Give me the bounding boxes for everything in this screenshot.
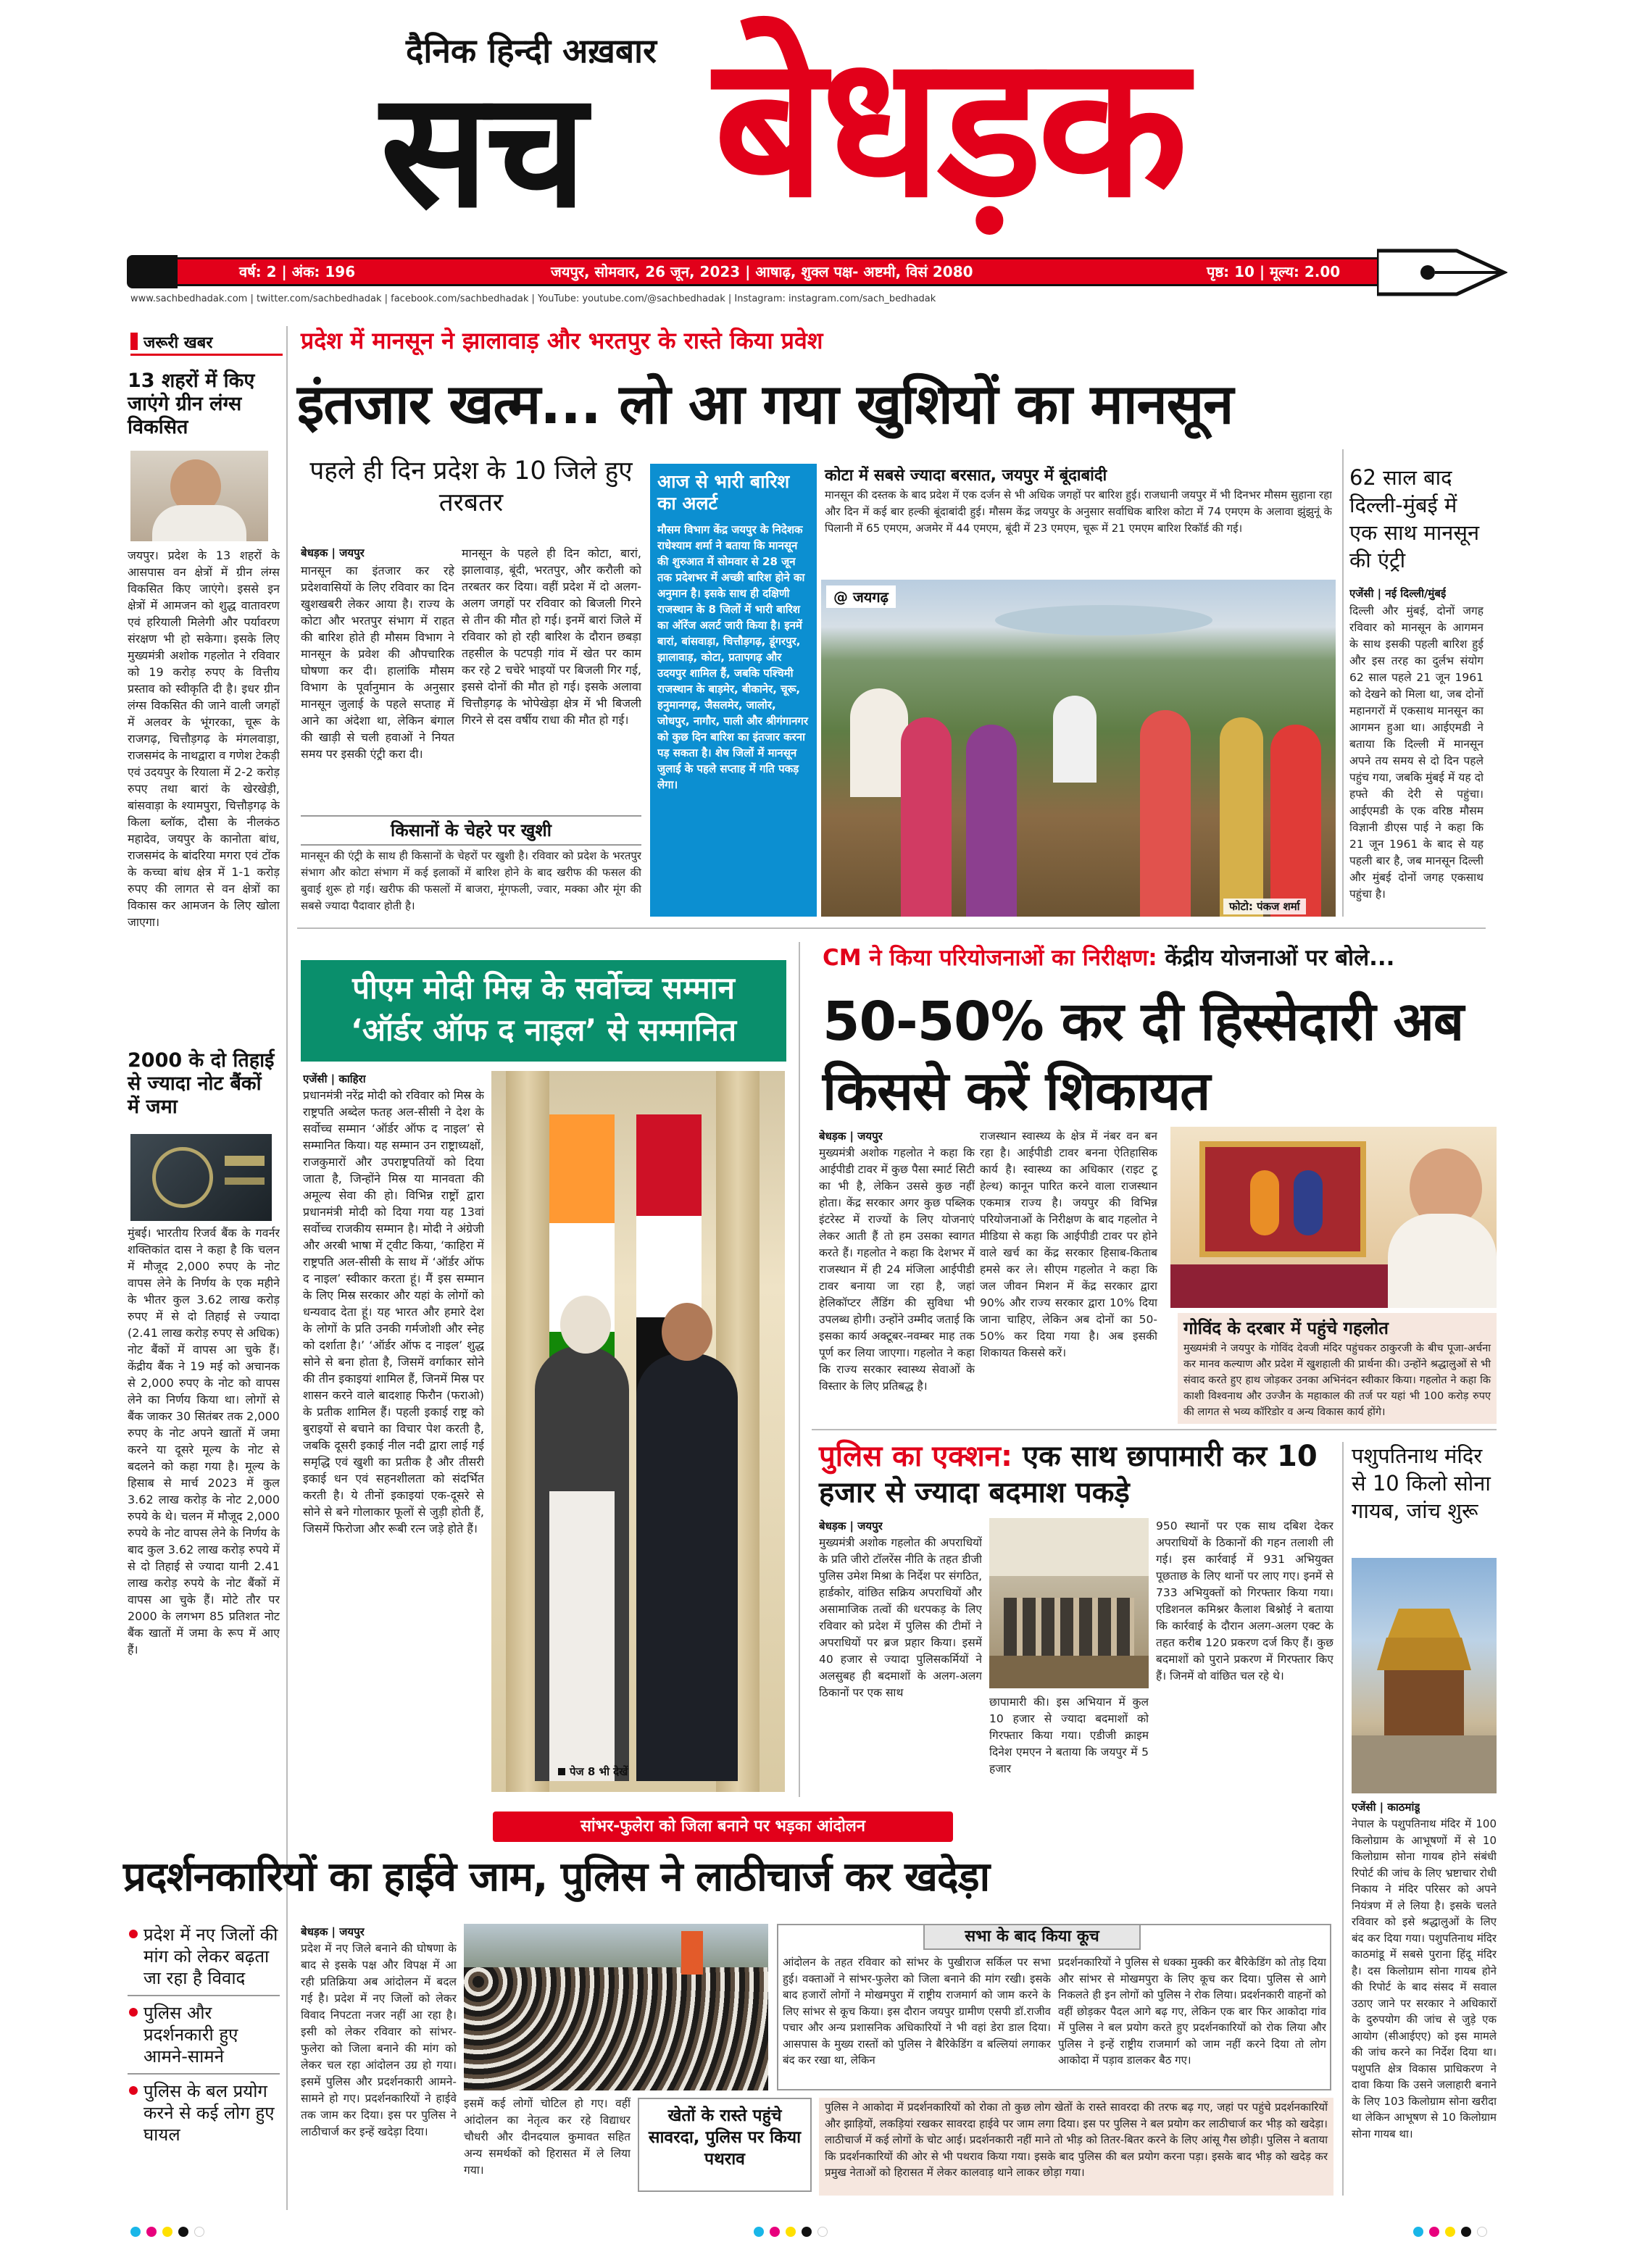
bullet-1-text: प्रदेश में नए जिलों की मांग को लेकर बढ़ता जा रहा है विवाद (143, 1925, 278, 1988)
police-raid-photo (989, 1518, 1149, 1688)
vdivider-mid (799, 942, 800, 1797)
photo-credit: फोटो: पंकज शर्मा (1223, 899, 1306, 914)
bullet-1 (128, 1924, 280, 1996)
registration-marks (0, 2226, 1627, 2240)
rbi-photo (130, 1134, 272, 1221)
bullet-3-text: पुलिस के बल प्रयोग करने से कई लोग हुए घायल (143, 2081, 275, 2145)
modi-more-text: पेज 8 भी देखें (570, 1765, 628, 1778)
pen-bar-left-cap (127, 255, 178, 288)
police-headline-red: पुलिस का एक्शन: (819, 1440, 1013, 1473)
pashupati-temple-photo (1352, 1558, 1497, 1793)
delhi-headline: 62 साल बाद दिल्ली-मुंबई में एक साथ मानसून की एंट्री (1349, 465, 1480, 572)
modi-headline: पीएम मोदी मिस्र के सर्वोच्च सम्मान ‘ऑर्डर ऑफ द नाइल’ से सम्मानित (301, 960, 786, 1062)
pashupati-body: नेपाल के पशुपतिनाथ मंदिर में 100 किलोग्राम के आभूषणों में से 10 किलोग्राम सोना गायब होने संबंधी रिपोर्ट की जांच के लिए भ्रष्टाचार रोधी निकाय ने मंदिर परिसर को अपने नियंत्रण में ले लिया है। इसके चलते रविवार को इसे श्रद्धालुओं के लिए बंद कर दिया गया। पशुपतिनाथ मंदिर काठमांडू में सबसे पुराना हिंदू मंदिर है। दस किलोग्राम सोना गायब होने की रिपोर्ट के बाद संसद में सवाल उठाए जाने पर सरकार ने अधिकारों के दुरुपयोग की जांच से जुड़े एक आयोग (सीआईएए) को इस मामले की जांच करने का निर्देश दिया था। पशुपति क्षेत्र विकास प्राधिकरण ने दावा किया कि उसने जलाहारी बनाने के लिए 103 किलोग्राम सोना खरीदा था लेकिन आभूषण से 10 किलोग्राम सोना गायब था। (1352, 1817, 1497, 2140)
masthead-title-part2: बेधड़क (714, 12, 1184, 241)
cm-col1: मुख्यमंत्री अशोक गहलोत ने कहा कि आईपीडी टावर में कुछ पैसा स्मार्ट सिटी का भी है, लेकिन उससे कुछ नहीं होता। केंद्र सरकार अगर कुछ पब्लिक इंटरेस्ट में राज्यों के लिए योजनाएं लेकर आती हैं तो हम उसका स्वागत करते हैं। गहलोत ने कहा कि देशभर में राजस्थान में ही 24 मंजिला आईपीडी टावर बनाया जा रहा है, जहां हेलिकॉप्टर लैंडिंग की सुविधा भी उपलब्ध होगी। उन्होंने उम्मीद जताई कि इसका कार्य अक्टूबर-नवम्बर माह तक पूर्ण कर लिया जाएगा। गहलोत ने कहा कि राज्य सरकार स्वास्थ्य सेवाओं के विस्तार के लिए प्रतिबद्ध है। (819, 1146, 975, 1393)
sambhar-bullets (128, 1924, 280, 2146)
police-headline-rest: एक साथ छापामारी कर 10 हजार से ज्यादा बदमाश पकड़े (819, 1440, 1318, 1509)
farmer-body: मानसून की एंट्री के साथ ही किसानों के चेहरों पर खुशी है। रविवार को प्रदेश के भरतपुर संभाग और कोटा संभाग में कई इलाकों में बारिश होने के बाद खरीफ की फसल की बुवाई शुरू हो गई। खरीफ की फसलों में बाजरा, मूंगफली, ज्वार, मक्का और मूंग की सबसे ज्यादा पैदावार होती है। (301, 849, 641, 912)
farmer-subhead: किसानों के चेहरे पर खुशी (301, 815, 641, 846)
sidebar-story1-body: जयपुर। प्रदेश के 13 शहरों के आसपास वन क्षेत्रों में ग्रीन लंग्स विकसित किए जाएंगे। इससे इन क्षेत्रों में आमजन को शुद्ध वातावरण एवं हरियाली मिलेगी और पर्यावरण संरक्षण भी हो सकेगा। इसके लिए मुख्यमंत्री अशोक गहलोत ने रविवार को 19 करोड़ रुपए के वित्तीय प्रस्ताव को स्वीकृति दी है। इधर ग्रीन लंग्स विकसित की जाने वाली जगहों में अलवर के भूंगरका, चूरू के राजगढ़, चित्तौड़गढ़ के मंगलवाड़ा, राजसमंद के नाथद्वारा व गणेश टेकड़ी एवं उदयपुर के रियाला में 2-2 करोड़ रुपए तथा बारां के खेरखेड़ी, बांसवाड़ा के श्यामपुरा, चित्तौड़गढ़ के किला ब्लॉक, दौसा के नीलकंठ महादेव, जयपुर के कानोता बांध, राजसमंद के बांदरिया मगरा एवं टोंक के कच्चा बांध क्षेत्र में 1-1 करोड़ रुपए की लागत से वन क्षेत्रों का विकास कर आमजन के लिए खोला जाएगा। (128, 549, 280, 929)
monsoon-col2: मानसून के पहले ही दिन कोटा, बारां, झालावाड़, बूंदी, भरतपुर, और करौली को तरबतर कर दिया। वहीं प्रदेश में दो अलग-अलग जगहों पर रविवार को बिजली गिरने से तीन की मौत हो गई। इनमें बारां जिले में रविवार को हो रही बारिश के दौरान छबड़ा तहसील के पटपड़ी गांव में खेत पर काम कर रहे 2 चचेरे भाइयों पर बिजली गिर गई, इससे दोनों की मौत हो गई। इसके अलावा चित्तौड़गढ़ के भोपेखेड़ा क्षेत्र में भी बिजली गिरने से दस वर्षीय राधा की मौत हो गई। (462, 546, 641, 727)
sabha-col2: प्रदर्शनकारियों ने पुलिस से धक्का मुक्की कर बैरिकेडिंग को तोड़ दिया और सांभर से मोखमपुरा के लिए कूच कर दिया। पुलिस से आगे निकलते ही इन लोगों को पुलिस ने रोक लिया। प्रदर्शनकारी वाहनों को वहीं छोड़कर पैदल आगे बढ़ गए, लेकिन एक बार फिर आकोदा गांव में पुलिस ने बल प्रयोग करते हुए प्रदर्शनकारियों को रोक लिया और पुलिस ने इन्हें राष्ट्रीय राजमार्ग को जाम नहीं करने दिया तो लोग आकोदा में पड़ाव डालकर बैठ गए। (1058, 1956, 1326, 2067)
sambhar-col1: प्रदेश में नए जिले बनाने की घोषणा के बाद से इसके पक्ष और विपक्ष में आ रही प्रतिक्रिया अब आंदोलन में बदल गई है। प्रदेश में नए जिलों को लेकर विवाद निपटता नजर नहीं आ रहा है। इसी को लेकर रविवार को सांभर-फुलेरा को जिला बनाने की मांग को लेकर चल रहा आंदोलन उग्र हो गया। इसमें पुलिस और प्रदर्शनकारी आमने-सामने हो गए। प्रदर्शनकारियों ने हाईवे तक जाम कर दिया। इस पर पुलिस ने लाठीचार्ज कर इन्हें खदेड़ा दिया। (301, 1942, 457, 2138)
delhi-byline: एजेंसी | नई दिल्ली/मुंबई (1349, 587, 1447, 600)
page-info: पृष्ठ: 10 | मूल्य: 2.00 (1207, 263, 1341, 280)
jaigarh-photo (821, 580, 1336, 917)
sambhar-col2: इसमें कई लोगों चोटिल हो गए। वहीं आंदोलन का नेतृत्व कर रहे विद्याधर चौधरी और दीनदयाल कुमावत सहित अन्य समर्थकों को हिरासत में ले लिया गया। (464, 2097, 631, 2177)
sidebar-label-text: जरूरी खबर (143, 334, 213, 352)
stone-body: पुलिस ने आकोदा में प्रदर्शनकारियों को रोका तो कुछ लोग खेतों के रास्ते सावरदा की तरफ बढ़ गए, जहां पर पहुंचे प्रदर्शनकारियों और झाड़ियों, लकड़ियां रखकर सावरदा हाईवे पर जाम लगा दिया। इस पर पुलिस ने बल प्रयोग कर लाठीचार्ज कर भीड़ को खदेड़ा। लाठीचार्ज में कई लोगों के चोट आई। प्रदर्शनकारी नहीं माने तो भीड़ को तितर-बितर करने के लिए आंसू गैस छोड़ी। पुलिस ने बताया कि प्रदर्शनकारियों की ओर से भी पथराव किया गया। इसके बाद पुलिस की बल प्रयोग करना पड़ा। इसके बाद भीड़ को खदेड़ कर प्रमुख नेताओं को हिरासत में लेकर कालवाड़ थाने लाकर छोड़ा गया। (819, 2098, 1333, 2196)
police-headline (819, 1438, 1333, 1511)
alert-body: मौसम विभाग केंद्र जयपुर के निदेशक राधेश्याम शर्मा ने बताया कि मानसून की शुरुआत में सोमवार से 28 जून तक प्रदेशभर में अच्छी बारिश होने का अनुमान है। इसके साथ ही दक्षिणी राजस्थान के 8 जिलों में भारी बारिश का ऑरेंज अलर्ट जारी किया है। इनमें बारां, बांसवाड़ा, चित्तौड़गढ़, डूंगरपुर, झालावाड़, कोटा, प्रतापगढ़ और उदयपुर शामिल हैं, जबकि पश्चिमी राजस्थान के बाड़मेर, बीकानेर, चूरू, हनुमानगढ़, जैसलमेर, जालोर, जोधपुर, नागौर, पाली और श्रीगंगानगर को कुछ दिन बारिश का इंतजार करना पड़ सकता है। शेष जिलों में मानसून जुलाई के पहले सप्ताह में गति पकड़ लेगा। (657, 523, 808, 791)
masthead-tagline: दैनिक हिन्दी अख़बार (406, 31, 657, 70)
sabha-box (777, 1924, 1331, 2090)
hdivider-1 (297, 927, 1486, 929)
govind-headline: गोविंद के दरबार में पहुंचे गहलोत (1178, 1313, 1497, 1343)
alert-headline: आज से भारी बारिश का अलर्ट (657, 471, 790, 514)
vdivider-right (1342, 1442, 1344, 2196)
govind-body: मुख्यमंत्री ने जयपुर के गोविंद देवजी मंदिर पहुंचकर ठाकुरजी के बीच पूजा-अर्चना कर मानव कल्याण और प्रदेश में खुशहाली की प्रार्थना की। उन्होंने श्रद्धालुओं से भी संवाद करते हुए हाथ जोड़कर उनका अभिनंदन स्वीकार किया। गहलोत ने कहा कि काशी विश्वनाथ और उज्जैन के महाकाल की तर्ज पर यहां भी 100 करोड़ रुपए की लागत से भव्य कॉरिडोर व अन्य विकास कार्य होंगे। (1178, 1341, 1497, 1424)
sambhar-byline: बेधड़क | जयपुर (301, 1925, 365, 1938)
stone-headline: खेतों के रास्ते पहुंचे सावरदा, पुलिस पर किया पथराव (638, 2098, 812, 2192)
bullet-2 (128, 2002, 280, 2075)
hdivider-2 (812, 1429, 1497, 1430)
sidebar-divider (286, 326, 288, 2210)
gehlot-photo (130, 451, 268, 541)
pen-nib-icon (1377, 246, 1507, 299)
sabha-col1: आंदोलन के तहत रविवार को सांभर के पुखीराज सर्किल पर सभा हुई। वक्ताओं ने सांभर-फुलेरा को जिला बनाने की मांग रखी। इसके बाद हजारों लोगों ने मोखमपुरा में राष्ट्रीय राजमार्ग को जाम करने के लिए सांभर से कूच किया। इस दौरान जयपुर ग्रामीण एसपी डॉ.राजीव पचार और अन्य प्रशासनिक अधिकारियों ने भी वहां डेरा डाल दिया। आसपास के मुख्य रास्तों को पुलिस ने बैरिकेडिंग व बल्लियां लगाकर बंद कर रखा था, लेकिन (783, 1956, 1051, 2067)
sidebar-label (130, 328, 283, 356)
cm-kicker-red: CM ने किया परियोजनाओं का निरीक्षण: (823, 945, 1157, 971)
sambhar-kicker: सांभर-फुलेरा को जिला बनाने पर भड़का आंदोलन (493, 1812, 953, 1842)
bullet-2-text: पुलिस और प्रदर्शनकारी हुए आमने-सामने (143, 2003, 238, 2067)
social-links[interactable]: www.sachbedhadak.com | twitter.com/sachbedhadak | facebook.com/sachbedhadak | YouTube: youtube.com/@sachbedhadak | Instagram: instagram.com/sach_bedhadak (130, 293, 936, 304)
police-col3: 950 स्थानों पर एक साथ दबिश देकर अपराधियों के ठिकानों की गहन तलाशी ली गई। इस कार्रवाई में 931 अभियुक्त पूछताछ के लिए थानों पर लाए गए। इनमें से 733 अभियुक्तों को गिरफ्तार किया गया। एडिशनल कमिश्नर कैलाश बिश्नोई ने बताया कि कार्रवाई के दौरान अलग-अलग एक्ट के तहत करीब 120 प्रकरण दर्ज किए हैं। कुछ बदमाशों को पुराने प्रकरण में गिरफ्तार किए हैं। जिनमें वो वांछित चल रहे थे। (1156, 1519, 1333, 1683)
right-divider (1342, 449, 1344, 917)
monsoon-col1: मानसून का इंतजार कर रहे प्रदेशवासियों के लिए रविवार का दिन खुशखबरी लेकर आया है। राज्य के कोटा और भरतपुर संभाग में राहत की बारिश होते ही मौसम विभाग ने मानसून के प्रवेश की औपचारिक घोषणा कर दी। हालांकि मौसम विभाग के पूर्वानुमान के अनुसार मानसून जुलाई के पहले सप्ताह में आने का अंदेशा था, लेकिन बंगाल की खाड़ी से चली हवाओं ने नियत समय पर इसकी एंट्री करा दी। (301, 564, 454, 761)
police-col2: छापामारी की। इस अभियान में कुल 10 हजार से ज्यादा बदमाशों को गिरफ्तार किया गया। एडीजी क्राइम दिनेश एमएन ने बताया कि जयपुर में 5 हजार (989, 1696, 1149, 1775)
cm-col2: राजस्थान स्वास्थ्य के क्षेत्र में नंबर वन बन रहा है। आईपीडी टावर बनना ऐतिहासिक कार्य है। स्वास्थ्य का अधिकार (राइट टू हेल्थ) कानून पारित करने वाला राजस्थान एकमात्र राज्य है। जयपुर की विभिन्न परियोजनाओं के निरीक्षण के बाद गहलोत ने मीडिया से कहा कि आईपीडी टावर पर होने वाले खर्च का केंद्र सरकार हिसाब-किताब हमसे कर ले। सीएम गहलोत ने कहा कि जल जीवन मिशन में केंद्र सरकार द्वारा 90% और राज्य सरकार द्वारा 10% दिया जाना चाहिए, लेकिन अब दोनों का 50-50% कर दिया गया है। अब इसकी शिकायत किससे करें। (980, 1130, 1157, 1359)
monsoon-subhead: पहले ही दिन प्रदेश के 10 जिले हुए तरबतर (309, 456, 633, 517)
monsoon-byline: बेधड़क | जयपुर (301, 546, 365, 559)
photo-tag: @ जयगढ़ (826, 585, 896, 608)
issue-info: वर्ष: 2 | अंक: 196 (239, 263, 356, 280)
cm-byline: बेधड़क | जयपुर (819, 1130, 883, 1143)
sidebar-story2-body: मुंबई। भारतीय रिजर्व बैंक के गवर्नर शक्तिकांत दास ने कहा है कि चलन में मौजूद 2,000 रुपए के नोट वापस लेने के निर्णय के एक महीने के भीतर कुल 3.62 लाख करोड़ रुपए में से दो तिहाई से ज्यादा (2.41 लाख करोड़ रुपए से अधिक) नोट बैंकों में वापस आ चुके हैं। केंद्रीय बैंक ने 19 मई को अचानक से 2,000 रुपए के नोट को वापस लेने का निर्णय किया था। लोगों से बैंक जाकर 30 सितंबर तक 2,000 रुपए के नोट अपने खातों में जमा करने या दूसरे मूल्य के नोट से बदलने को कहा गया है। मूल्य के हिसाब से मार्च 2023 में कुल 3.62 लाख करोड़ के नोट 2,000 रुपये के थे। चलन में मौजूद 2,000 रुपये के नोट वापस लेने के निर्णय के बाद कुल 3.62 लाख करोड़ रुपये में से दो तिहाई से ज्यादा यानी 2.41 लाख करोड़ रुपये के नोट बैंकों में वापस आ चुके हैं। मोटे तौर पर 2000 के लगभग 85 प्रतिशत नोट बैंक खातों में जमा के रूप में आए हैं। (128, 1226, 280, 1656)
modi-more-link[interactable] (558, 1764, 628, 1779)
sidebar-story2-headline: 2000 के दो तिहाई से ज्यादा नोट बैंकों में जमा (128, 1049, 275, 1118)
cm-kicker (823, 942, 1394, 972)
delhi-body: दिल्ली और मुंबई, दोनों जगह रविवार को मानसून के आगमन के साथ इसकी पहली बारिश हुई और इस तरह का दुर्लभ संयोग 62 साल पहले 21 जून 1961 को देखने को मिला था, जब दोनों महानगरों में एकसाथ मानसून का आगमन हुआ था। आईएमडी ने बताया कि दिल्ली में मानसून अपने तय समय से दो दिन पहले पहुंच गया, जबकि मुंबई में यह दो हफ्ते की देरी से पहुंचा। आईएमडी के एक वरिष्ठ मौसम विज्ञानी डीएस पाई ने कहा कि 21 जून 1961 के बाद से यह पहली बार है, जब मानसून दिल्ली और मुंबई दोनों जगह एकसाथ पहुंचा है। (1349, 604, 1484, 901)
masthead-title-part1: सच (380, 57, 584, 243)
protest-photo (464, 1924, 768, 2090)
monsoon-headline: इंतजार खत्म... लो आ गया खुशियों का मानसून (297, 372, 1233, 436)
cm-headline: 50-50% कर दी हिस्सेदारी अब किससे करें शिकायत (823, 991, 1464, 1122)
sambhar-headline: प्रदर्शनकारियों का हाईवे जाम, पुलिस ने लाठीचार्ज कर खदेड़ा (123, 1854, 990, 1901)
bullet-3 (128, 2080, 280, 2146)
modi-body: प्रधानमंत्री नरेंद्र मोदी को रविवार को मिस्र के राष्ट्रपति अब्देल फतह अल-सीसी ने देश के सर्वोच्च सम्मान ‘ऑर्डर ऑफ द नाइल’ से सम्मानित किया। यह सम्मान उन राष्ट्राध्यक्षों, राजकुमारों और उपराष्ट्रपतियों को दिया जाता है, जिन्होंने मिस्र या मानवता की अमूल्य सेवा की हो। विभिन्न राष्ट्रों द्वारा प्रधानमंत्री मोदी को दिया गया यह 13वां सर्वोच्च राजकीय सम्मान है। मोदी ने अंग्रेजी और अरबी भाषा में ट्वीट किया, ‘काहिरा में राष्ट्रपति अल-सीसी के साथ में ‘ऑर्डर ऑफ द नाइल’ स्वीकार करता हूं। मैं इस सम्मान के लिए मिस्र सरकार और यहां के लोगों को धन्यवाद देता हूं। यह भारत और हमारे देश के लोगों के प्रति उनकी गर्मजोशी और स्नेह को दर्शाता है।’ ‘ऑर्डर ऑफ द नाइल’ शुद्ध सोने से बना होता है, जिसमें वर्गाकार सोने की तीन इकाइयां शामिल हैं, जिनमें मिस्र पर शासन करने वाले बादशाह फिरौन (फराओ) के प्रतीक शामिल हैं। पहली इकाई राष्ट्र को बुराइयों से बचाने का विचार पेश करती है, जबकि दूसरी इकाई नील नदी द्वारा लाई गई समृद्धि एवं खुशी का प्रतीक है और तीसरी इकाई धन एवं सहनशीलता को संदर्भित करती है। ये तीनों इकाइयां एक-दूसरे से सोने से बने गोलाकार फूलों से जुड़ी होती हैं, जिसमें फिरोजा और रूबी रत्न जड़े होते हैं। (303, 1088, 484, 1535)
kota-body: मानसून की दस्तक के बाद प्रदेश में एक दर्जन से भी अधिक जगहों पर बारिश हुई। राजधानी जयपुर में भी दिनभर मौसम सुहाना रहा और दिन में कई बार हल्की बूंदाबांदी हुई। मौसम केंद्र जयपुर के अनुसार सर्वाधिक बारिश कोटा में 74 एमएम के अलावा झुंझुनूं के पिलानी में 65 एमएम, अजमेर में 44 एमएम, बूंदी में 23 एमएम, चूरू में 21 एमएम बारिश रिकॉर्ड की गई। (825, 488, 1332, 535)
pashupati-headline: पशुपतिनाथ मंदिर से 10 किलो सोना गायब, जांच शुरू (1352, 1443, 1491, 1523)
masthead (0, 0, 1627, 304)
pashupati-byline: एजेंसी | काठमांडू (1352, 1801, 1420, 1814)
dateline: जयपुर, सोमवार, 26 जून, 2023 | आषाढ़, शुक्ल पक्ष- अष्टमी, विसं 2080 (551, 263, 973, 280)
sabha-headline: सभा के बाद किया कूच (923, 1924, 1141, 1950)
alert-box (650, 464, 817, 917)
police-col1: मुख्यमंत्री अशोक गहलोत की अपराधियों के प्रति जीरो टॉलरेंस नीति के तहत डीजी पुलिस उमेश मिश्रा के निर्देश पर संगठित, हार्डकोर, वांछित सक्रिय अपराधियों और असामाजिक तत्वों की धरपकड़ के लिए रविवार को प्रदेश में पुलिस की टीमों ने अपराधियों पर ब्रज प्रहार किया। इसमें 40 हजार से ज्यादा पुलिसकर्मियों ने अलसुबह ही बदमाशों के अलग-अलग ठिकानों पर एक साथ (819, 1536, 982, 1699)
cm-kicker-rest: केंद्रीय योजनाओं पर बोले... (1165, 945, 1395, 971)
modi-award-photo (491, 1071, 785, 1792)
modi-byline: एजेंसी | काहिरा (303, 1072, 366, 1085)
police-byline: बेधड़क | जयपुर (819, 1519, 883, 1533)
kota-headline: कोटा में सबसे ज्यादा बरसात, जयपुर में बूंदाबांदी (825, 467, 1107, 485)
monsoon-kicker: प्रदेश में मानसून ने झालावाड़ और भरतपुर के रास्ते किया प्रवेश (301, 327, 823, 354)
sidebar-story1-headline: 13 शहरों में किए जाएंगे ग्रीन लंग्स विकसित (128, 370, 255, 438)
govind-temple-photo (1170, 1127, 1497, 1308)
